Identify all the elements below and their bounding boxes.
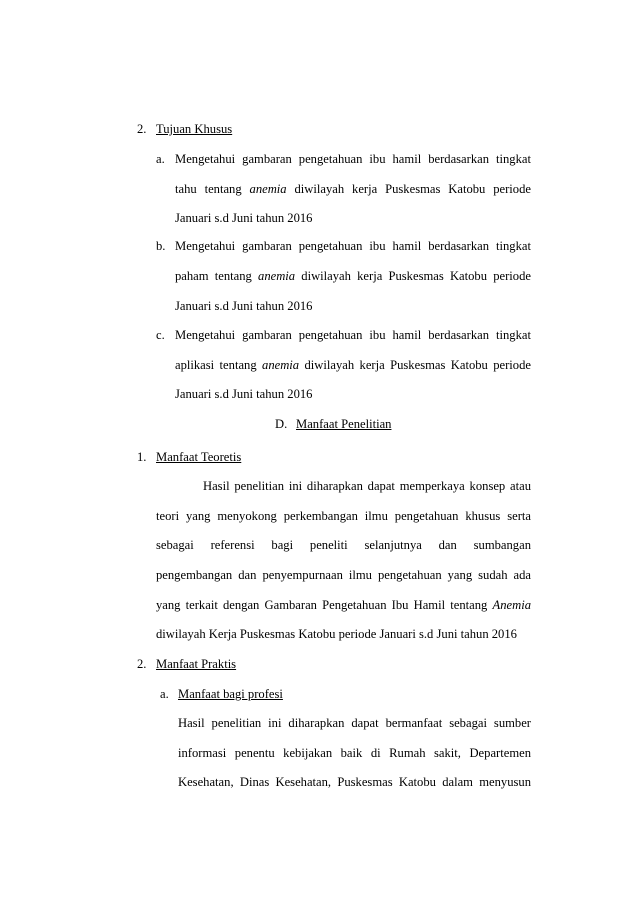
list-marker: b. <box>156 239 166 253</box>
paragraph-line: Hasil penelitian ini diharapkan dapat memperkaya konsep atau <box>203 479 531 493</box>
section-title: Manfaat Teoretis <box>156 450 242 464</box>
heading-marker: D. <box>275 417 288 431</box>
paragraph-line: pengembangan dan penyempurnaan ilmu pengetahuan yang sudah ada <box>156 568 531 582</box>
italic-term: anemia <box>258 269 296 283</box>
paragraph-line: sebagai referensi bagi peneliti selanjutnya dan sumbangan <box>156 538 531 552</box>
list-item-line: Januari s.d Juni tahun 2016 <box>175 387 313 401</box>
paragraph-line: informasi penentu kebijakan baik di Rumah sakit, Departemen <box>178 746 531 760</box>
italic-term: anemia <box>262 358 300 372</box>
list-item-line: Mengetahui gambaran pengetahuan ibu hamil berdasarkan tingkat <box>175 152 531 166</box>
paragraph-line: diwilayah Kerja Puskesmas Katobu periode Januari s.d Juni tahun 2016 <box>156 627 517 641</box>
list-marker: a. <box>156 152 165 166</box>
paragraph-line: yang terkait dengan Gambaran Pengetahuan Ibu Hamil tentang Anemia <box>156 598 531 612</box>
paragraph-line: teori yang menyokong perkembangan ilmu pengetahuan khusus serta <box>156 509 531 523</box>
section-title: Tujuan Khusus <box>156 122 233 136</box>
list-item-line: Mengetahui gambaran pengetahuan ibu hamil berdasarkan tingkat <box>175 328 531 342</box>
list-item-line: Mengetahui gambaran pengetahuan ibu hamil berdasarkan tingkat <box>175 239 531 253</box>
section-number: 2. <box>137 657 147 671</box>
heading-title: Manfaat Penelitian <box>296 417 392 431</box>
section-title: Manfaat Praktis <box>156 657 237 671</box>
list-item-line: Januari s.d Juni tahun 2016 <box>175 211 313 225</box>
list-item-line: tahu tentang anemia diwilayah kerja Puskesmas Katobu periode <box>175 182 531 196</box>
list-item-line: aplikasi tentang anemia diwilayah kerja Puskesmas Katobu periode <box>175 358 531 372</box>
italic-term: Anemia <box>492 598 531 612</box>
section-number: 1. <box>137 450 147 464</box>
paragraph-line: Kesehatan, Dinas Kesehatan, Puskesmas Katobu dalam menyusun <box>178 775 531 789</box>
list-item-line: paham tentang anemia diwilayah kerja Puskesmas Katobu periode <box>175 269 531 283</box>
subsection-title: Manfaat bagi profesi <box>178 687 283 701</box>
list-item-line: Januari s.d Juni tahun 2016 <box>175 299 313 313</box>
list-marker: c. <box>156 328 165 342</box>
section-number: 2. <box>137 122 147 136</box>
paragraph-line: Hasil penelitian ini diharapkan dapat bermanfaat sebagai sumber <box>178 716 531 730</box>
list-marker: a. <box>160 687 169 701</box>
italic-term: anemia <box>249 182 287 196</box>
